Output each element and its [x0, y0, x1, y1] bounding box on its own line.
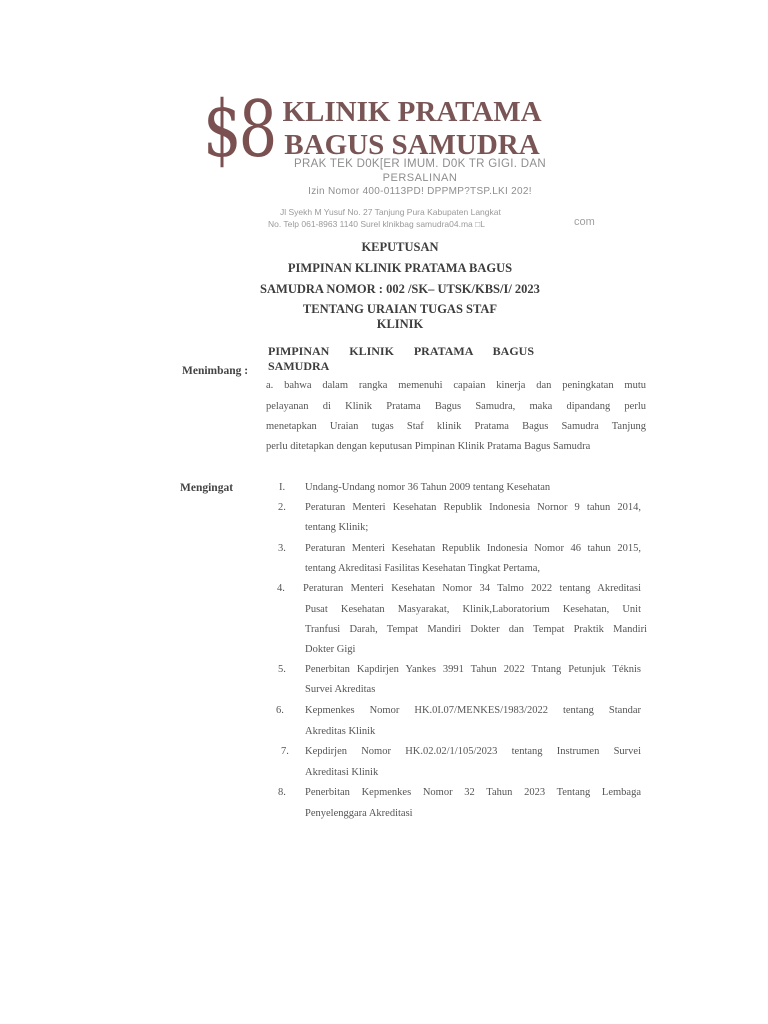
list-item-number: 2. [278, 502, 286, 513]
list-item: Peraturan Menteri Kesehatan Nomor 34 Talmo 2022 tentang Akreditasi [303, 583, 641, 594]
list-item-number: 7. [281, 746, 289, 757]
menimbang-label: Menimbang : [182, 365, 249, 377]
list-item: Penerbitan Kepmenkes Nomor 32 Tahun 2023 Tentang Lembaga [305, 787, 641, 798]
list-item: Kepmenkes Nomor HK.0I.07/MENKES/1983/2022 tentang Standar [305, 705, 641, 716]
list-item: Pusat Kesehatan Masyarakat, Klinik,Laboratorium Kesehatan, Unit [305, 604, 641, 615]
decree-subject-line2: KLINIK [376, 317, 424, 331]
list-item: Peraturan Menteri Kesehatan Republik Indonesia Nomor 46 tahun 2015, [305, 543, 641, 554]
list-item-number: 6. [276, 705, 284, 716]
mengingat-label: Mengingat [180, 482, 234, 494]
clinic-address-suffix: com [574, 216, 595, 228]
list-item: Penyelenggara Akreditasi [305, 808, 413, 819]
clinic-license: Izin Nomor 400-0113PD! DPPMP?TSP.LKI 202! [308, 186, 532, 197]
list-item-number: 5. [278, 664, 286, 675]
menimbang-line: a. bahwa dalam rangka memenuhi capaian kinerja dan peningkatan mutu [266, 380, 646, 391]
list-item: tentang Akreditasi Fasilitas Kesehatan Tingkat Pertama, [305, 563, 541, 574]
decree-title-line2: PIMPINAN KLINIK PRATAMA BAGUS [287, 261, 513, 275]
decree-subject: TENTANG URAIAN TUGAS STAF [302, 302, 498, 316]
list-item: Akreditasi Klinik [305, 767, 379, 778]
clinic-address-line1: Jl Syekh M Yusuf No. 27 Tanjung Pura Kabupaten Langkat [280, 207, 501, 217]
list-item: Undang-Undang nomor 36 Tahun 2009 tentang Kesehatan [305, 482, 551, 493]
clinic-logo: $8 [203, 85, 275, 175]
list-item-number: I. [279, 482, 286, 493]
menimbang-line: menetapkan Uraian tugas Staf klinik Pratama Bagus Samudra Tanjung [266, 421, 646, 432]
list-item: Peraturan Menteri Kesehatan Republik Indonesia Nornor 9 tahun 2014, [305, 502, 641, 513]
menimbang-line: perlu ditetapkan dengan keputusan Pimpinan Klinik Pratama Bagus Samudra [266, 441, 591, 452]
issuer-heading: PIMPINAN KLINIK PRATAMA BAGUS [268, 344, 534, 358]
menimbang-line: pelayanan di Klinik Pratama Bagus Samudra, maka dipandang perlu [266, 401, 646, 412]
clinic-name-line1: KLINIK PRATAMA [282, 96, 542, 128]
list-item-number: 4. [277, 583, 285, 594]
list-item: Dokter Gigi [305, 644, 356, 655]
list-item: Penerbitan Kapdirjen Yankes 3991 Tahun 2022 Tntang Petunjuk Téknis [305, 664, 641, 675]
list-item: Akreditas Klinik [305, 726, 376, 737]
list-item: Kepdirjen Nomor HK.02.02/1/105/2023 tentang Instrumen Survei [305, 746, 641, 757]
clinic-subtitle-line1: PRAK TEK D0K[ER IMUM. D0K TR GIGI. DAN [294, 158, 546, 170]
list-item: tentang Klinik; [305, 522, 369, 533]
decree-number: SAMUDRA NOMOR : 002 /SK– UTSK/KBS/I/ 2023 [260, 282, 540, 296]
issuer-heading-line2: SAMUDRA [268, 359, 330, 373]
list-item: Survei Akreditas [305, 684, 376, 695]
decree-title: KEPUTUSAN [361, 240, 439, 254]
clinic-name-line2: BAGUS SAMUDRA [284, 129, 540, 161]
clinic-subtitle-line2: PERSALINAN [382, 172, 458, 184]
list-item-number: 8. [278, 787, 286, 798]
list-item-number: 3. [278, 543, 286, 554]
clinic-address-line2: No. Telp 061-8963 1140 Surel klnikbag samudra04.ma □L [268, 219, 485, 229]
list-item: Tranfusi Darah, Tempat Mandiri Dokter dan Tempat Praktik Mandiri [305, 624, 647, 635]
